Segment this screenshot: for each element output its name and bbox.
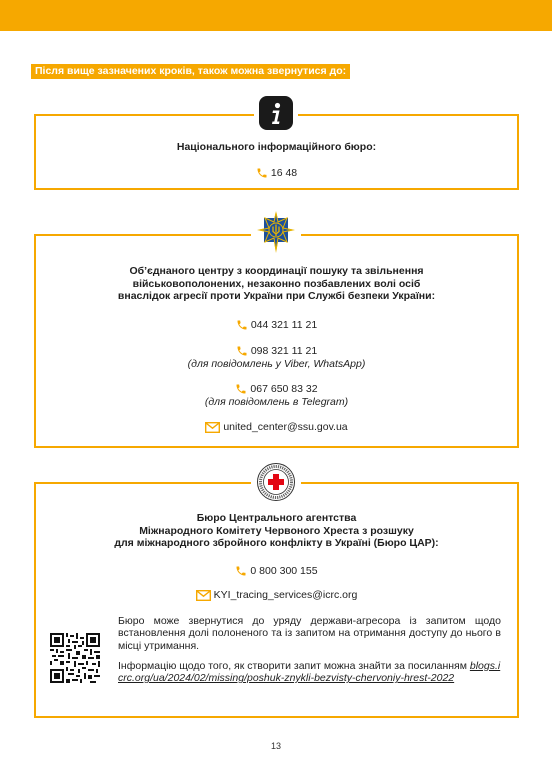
bureau-phone: 16 48: [270, 166, 298, 179]
phone-icon: [236, 319, 248, 331]
bureau-title: Національного інформаційного бюро:: [176, 141, 377, 153]
coordination-center-card: [34, 234, 519, 448]
center-title-2: військовополонених, незаконно позбавлених волі осіб: [132, 277, 421, 290]
phone-icon: [236, 345, 248, 357]
icrc-title-2: Міжнародного Комітету Червоного Хреста з розшуку: [139, 524, 414, 537]
ssu-emblem-icon: [256, 210, 296, 254]
icrc-phone: 0 800 300 155: [250, 564, 318, 577]
info-badge: [254, 94, 298, 134]
center-email: united_center@ssu.gov.ua: [223, 420, 348, 433]
mail-icon: [196, 589, 211, 601]
mail-icon: [205, 421, 220, 433]
center-title-3: внаслідок агресії проти України при Службі безпеки України:: [117, 290, 436, 302]
icrc-qr-code[interactable]: [50, 633, 100, 683]
center-phone-1-line[interactable]: [36, 319, 517, 332]
red-cross-icon: [256, 460, 296, 504]
phone-icon: [256, 167, 268, 179]
center-phone-3-line[interactable]: [36, 383, 517, 396]
intro-heading: Після вище зазначених кроків, також можна звернутися до:: [31, 64, 350, 79]
center-note-2: (для повідомлень у Viber, WhatsApp): [187, 357, 366, 370]
icrc-card: [34, 482, 519, 718]
qr-code-icon: [50, 633, 100, 683]
icrc-phone-line[interactable]: [36, 565, 517, 578]
icrc-email: KYI_tracing_services@icrc.org: [213, 588, 358, 601]
center-note-3: (для повідомлень в Telegram): [204, 395, 349, 408]
icrc-link[interactable]: blogs.icrc.org/ua/2024/02/missing/poshuk-znykli-bezvisty-chervoniy-hrest-2022: [118, 659, 501, 685]
center-email-line[interactable]: [36, 421, 517, 434]
top-accent-bar: [0, 0, 552, 31]
page-number: 13: [270, 741, 281, 751]
info-icon: [259, 96, 293, 130]
icrc-paragraph-1: Бюро може звернутися до уряду держави-агресора із запитом щодо встановлення долі полоненого та із запитом на отримання доступу до нього в місці утримання.: [118, 615, 501, 652]
red-cross-badge: [251, 458, 301, 506]
icrc-title-1: Бюро Центрального агентства: [196, 512, 357, 524]
center-phone-1: 044 321 11 21: [250, 318, 318, 331]
icrc-title-3: для міжнародного збройного конфлікту в Україні (Бюро ЦАР):: [114, 537, 439, 549]
center-phone-2-line[interactable]: [36, 345, 517, 358]
bureau-phone-line[interactable]: [36, 167, 517, 180]
phone-icon: [235, 383, 247, 395]
center-phone-2: 098 321 11 21: [250, 344, 318, 357]
center-phone-3: 067 650 83 32: [250, 382, 318, 395]
icrc-email-line[interactable]: [36, 589, 517, 602]
ssu-badge: [251, 208, 301, 256]
icrc-paragraph-2-lead: Інформацію щодо того, як створити запит можна знайти за посиланням: [118, 659, 470, 672]
phone-icon: [235, 565, 247, 577]
icrc-paragraph-2: [118, 660, 501, 685]
center-title-1: Об’єднаного центру з координації пошуку та звільнення: [129, 265, 424, 277]
